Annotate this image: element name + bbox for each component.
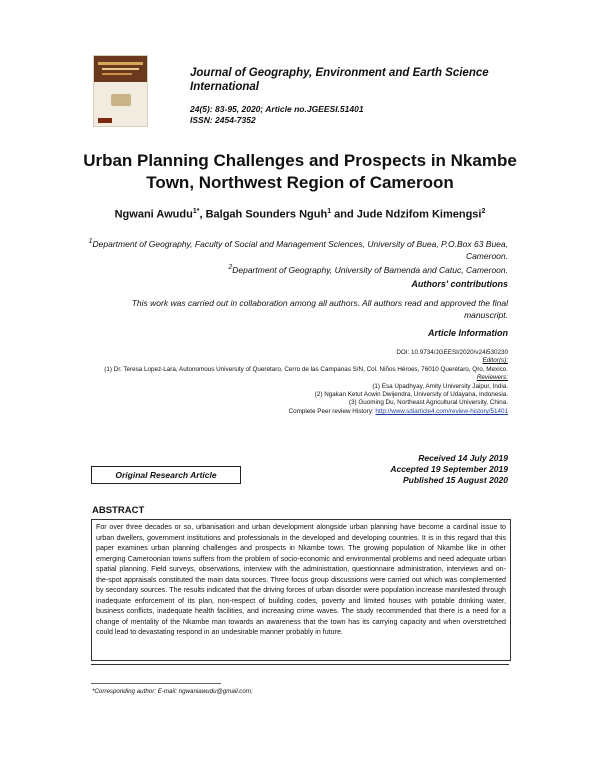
abstract-heading: ABSTRACT	[92, 505, 145, 516]
journal-citation: 24(5): 83-95, 2020; Article no.JGEESI.51401	[190, 104, 364, 114]
affiliations	[88, 236, 508, 276]
article-info-block	[38, 349, 508, 416]
accepted-date: Accepted 19 September 2019	[390, 464, 508, 474]
reviewer-item: (3) Guoming Du, Northeast Agricultural University, China.	[348, 399, 508, 407]
author-name: Balgah Sounders Nguh	[205, 208, 328, 221]
affiliation-item: $^1$Department of Geography, Faculty of Social and Management Sciences, University of Buea, P.O.Box 63 Buea, Cameroon.	[88, 238, 508, 261]
author-superscript: 2	[481, 208, 486, 215]
review-history-link[interactable]: http://www.sdiarticle4.com/review-history/51401	[375, 407, 508, 415]
editor-text: (1) Dr. Teresa Lopez-Lara, Autonomous University of Queretaro, Cerro de las Campanas S/N, Col. Niños Héroes, 76010 Querétaro, Qro, Mexico.	[104, 365, 508, 373]
section-divider	[91, 664, 509, 665]
reviewers-label: Reviewers:	[476, 374, 508, 382]
journal-meta	[190, 104, 364, 126]
review-history-label: Complete Peer review History:	[288, 407, 376, 415]
published-date: Published 15 August 2020	[402, 475, 508, 485]
journal-cover-image	[93, 55, 148, 127]
doi-text: DOI: 10.9734/JGEESI/2020/v24i530230	[396, 349, 508, 356]
journal-issn: ISSN: 2454-7352	[190, 115, 256, 125]
reviewer-item: (1) Esa Upadhyay, Amity University Jaipur, India.	[372, 382, 508, 390]
author-superscript: 1*	[192, 208, 200, 215]
review-history	[38, 408, 508, 416]
received-date: Received 14 July 2019	[418, 453, 508, 463]
article-info-heading: Article Information	[427, 328, 508, 338]
editor-label: Editor(s):	[482, 357, 508, 365]
article-type-badge: Original Research Article	[91, 466, 241, 484]
author-name: Jude Ndzifom Kimengsi	[356, 208, 482, 221]
contributions-text: This work was carried out in collaboration among all authors. All authors read and approved the final manuscript.	[131, 298, 508, 320]
author-list: Ngwani Awudu$^{1*}$, Balgah Sounders Nguh$^1$ and Jude Ndzifom Kimengsi$^2$	[114, 208, 486, 221]
dates-block	[390, 453, 508, 486]
affiliation-item: $^2$Department of Geography, University of Bamenda and Catuc, Cameroon.	[228, 263, 508, 275]
paper-title: Urban Planning Challenges and Prospects in Nkambe Town, Northwest Region of Cameroon	[83, 151, 517, 192]
author-superscript: 1	[327, 208, 332, 215]
footnote-divider	[91, 683, 221, 684]
reviewer-item: (2) Ngakan Ketut Acwin Dwijendra, University of Udayana, Indonesia.	[314, 391, 508, 399]
corresponding-author-footnote: *Corresponding author: E-mail: ngwaniawudu@gmail.com;	[92, 688, 253, 695]
contributions-heading: Authors' contributions	[411, 279, 508, 289]
abstract-text: For over three decades or so, urbanisation and urban development alongside urban planning have become a cardinal issue to urban dwellers, government institutions and professionals in the developed and developing countries. It is in this regard that this paper examines urban planning challenges and prospects in Nkambe town. The growing population of Nkambe like in other emerging Cameroonian towns suffers from the problem of socio-economic and environmental problems and need adequate urban spatial planning. Field surveys, observations, interview with the administration, questionnaire administration, interviews and on-the-spot appraisals constituted the main data sources. Three focus group discussions were carried out which was complemented by secondary sources. The results indicated that the driving forces of urban disorder were population increase manifested through inadequate enforcement of its plan, non-respect of building codes, poverty and limited houses with potable drinking water, business conflicts, inadequate health facilities, and increasing crime waves. The study recommended that there is a need for a change of mentality of the Nkambe man towards an awareness that the town has its carrying capacity and when overstretched could lead to devastating respond in an undesirable manner probably in future.	[96, 523, 506, 636]
author-name: Ngwani Awudu	[114, 208, 193, 221]
journal-title: Journal of Geography, Environment and Earth Science International	[190, 67, 489, 93]
